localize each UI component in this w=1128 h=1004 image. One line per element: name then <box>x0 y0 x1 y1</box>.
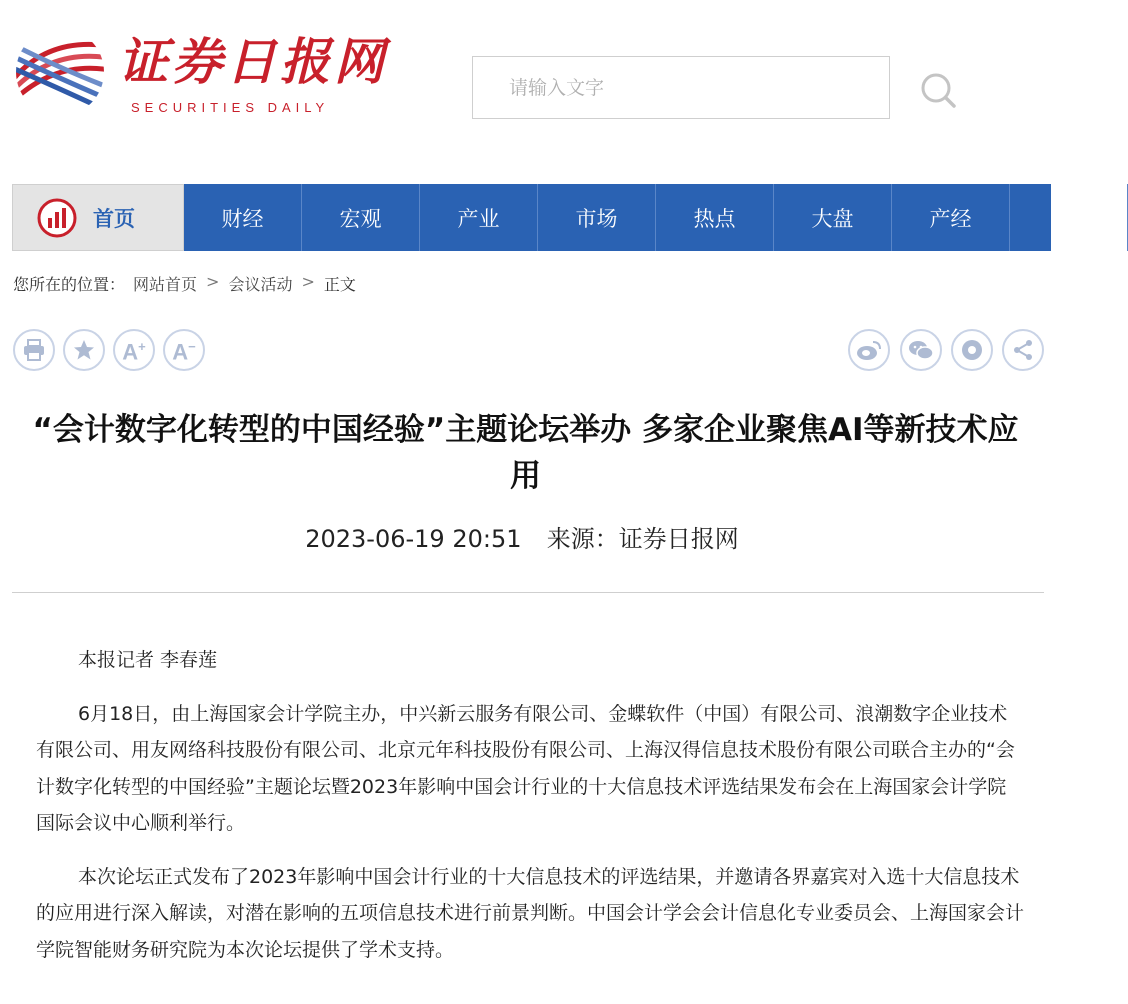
breadcrumb-current: 正文 <box>323 275 356 294</box>
search-input[interactable] <box>473 57 889 118</box>
nav-item-finance[interactable]: 财经 <box>184 184 302 251</box>
article-datetime: 2023-06-19 20:51 <box>305 525 522 553</box>
article-paragraph: 6月18日，由上海国家会计学院主办，中兴新云服务有限公司、金蝶软件（中国）有限公司、浪潮数字企业技术有限公司、用友网络科技股份有限公司、北京元年科技股份有限公司、上海汉得信息技术股份有限公司联合主办的“会计数字化转型的中国经验”主题论坛暨2023年影响中国会计行业的十大信息技术评选结果发布会在上海国家会计学院国际会议中心顺利举行。 <box>36 702 1015 834</box>
nav-item-index[interactable]: 大盘 <box>774 184 892 251</box>
nav-item-industry[interactable]: 产业 <box>420 184 538 251</box>
article-paragraph: 本报记者 李春莲 <box>78 649 218 671</box>
nav-item-hot[interactable]: 热点 <box>656 184 774 251</box>
printer-icon <box>22 339 46 361</box>
font-decrease-icon: A− <box>172 339 196 365</box>
article-paragraph: 本次论坛正式发布了2023年影响中国会计行业的十大信息技术的评选结果，并邀请各界嘉宾对入选十大信息技术的应用进行深入解读，对潜在影响的五项信息技术进行前景判断。中国会计学会会计信息化专业委员会、上海国家会计学院智能财务研究院为本次论坛提供了学术支持。 <box>36 865 1025 961</box>
font-increase-label: A <box>122 339 139 365</box>
star-icon <box>72 338 96 362</box>
favorite-button[interactable] <box>63 329 105 371</box>
logo-english-text: SECURITIES DAILY <box>131 100 330 115</box>
nav-item-industry-economy[interactable]: 产经 <box>892 184 1010 251</box>
breadcrumb <box>13 272 356 295</box>
share-weibo-button[interactable] <box>848 329 890 371</box>
weibo-icon <box>856 339 882 361</box>
article-source: 来源：证券日报网 <box>546 525 739 553</box>
article-meta <box>0 519 1044 554</box>
breadcrumb-meetings-link[interactable]: 会议活动 <box>228 275 293 294</box>
qzone-icon <box>960 338 984 362</box>
article-body <box>36 642 1024 985</box>
wechat-icon <box>908 339 934 361</box>
font-decrease-button[interactable] <box>163 329 205 371</box>
site-logo[interactable] <box>14 26 388 118</box>
font-increase-button[interactable] <box>113 329 155 371</box>
share-qzone-button[interactable] <box>951 329 993 371</box>
nav-home[interactable] <box>12 184 184 251</box>
bar-chart-icon <box>37 198 77 238</box>
breadcrumb-separator: > <box>301 272 315 291</box>
main-nav <box>12 184 1079 251</box>
search-icon[interactable] <box>918 70 958 110</box>
font-decrease-label: A <box>172 339 189 365</box>
title-divider <box>12 592 1044 593</box>
search-box <box>472 56 890 119</box>
nav-item-macro[interactable]: 宏观 <box>302 184 420 251</box>
nav-item-tech[interactable]: 科 <box>1010 184 1128 251</box>
print-button[interactable] <box>13 329 55 371</box>
breadcrumb-prefix: 您所在的位置： <box>13 275 126 294</box>
breadcrumb-separator: > <box>206 272 220 291</box>
font-increase-icon: A+ <box>122 339 146 365</box>
logo-globe-icon <box>14 26 106 118</box>
nav-home-label: 首页 <box>93 206 135 231</box>
share-icon <box>1011 338 1035 362</box>
logo-chinese-text: 证券日报网 <box>118 32 388 91</box>
breadcrumb-home-link[interactable]: 网站首页 <box>133 275 198 294</box>
article-title: “会计数字化转型的中国经验”主题论坛举办 多家企业聚焦AI等新技术应用 <box>32 412 1019 494</box>
nav-item-market[interactable]: 市场 <box>538 184 656 251</box>
share-wechat-button[interactable] <box>900 329 942 371</box>
share-more-button[interactable] <box>1002 329 1044 371</box>
